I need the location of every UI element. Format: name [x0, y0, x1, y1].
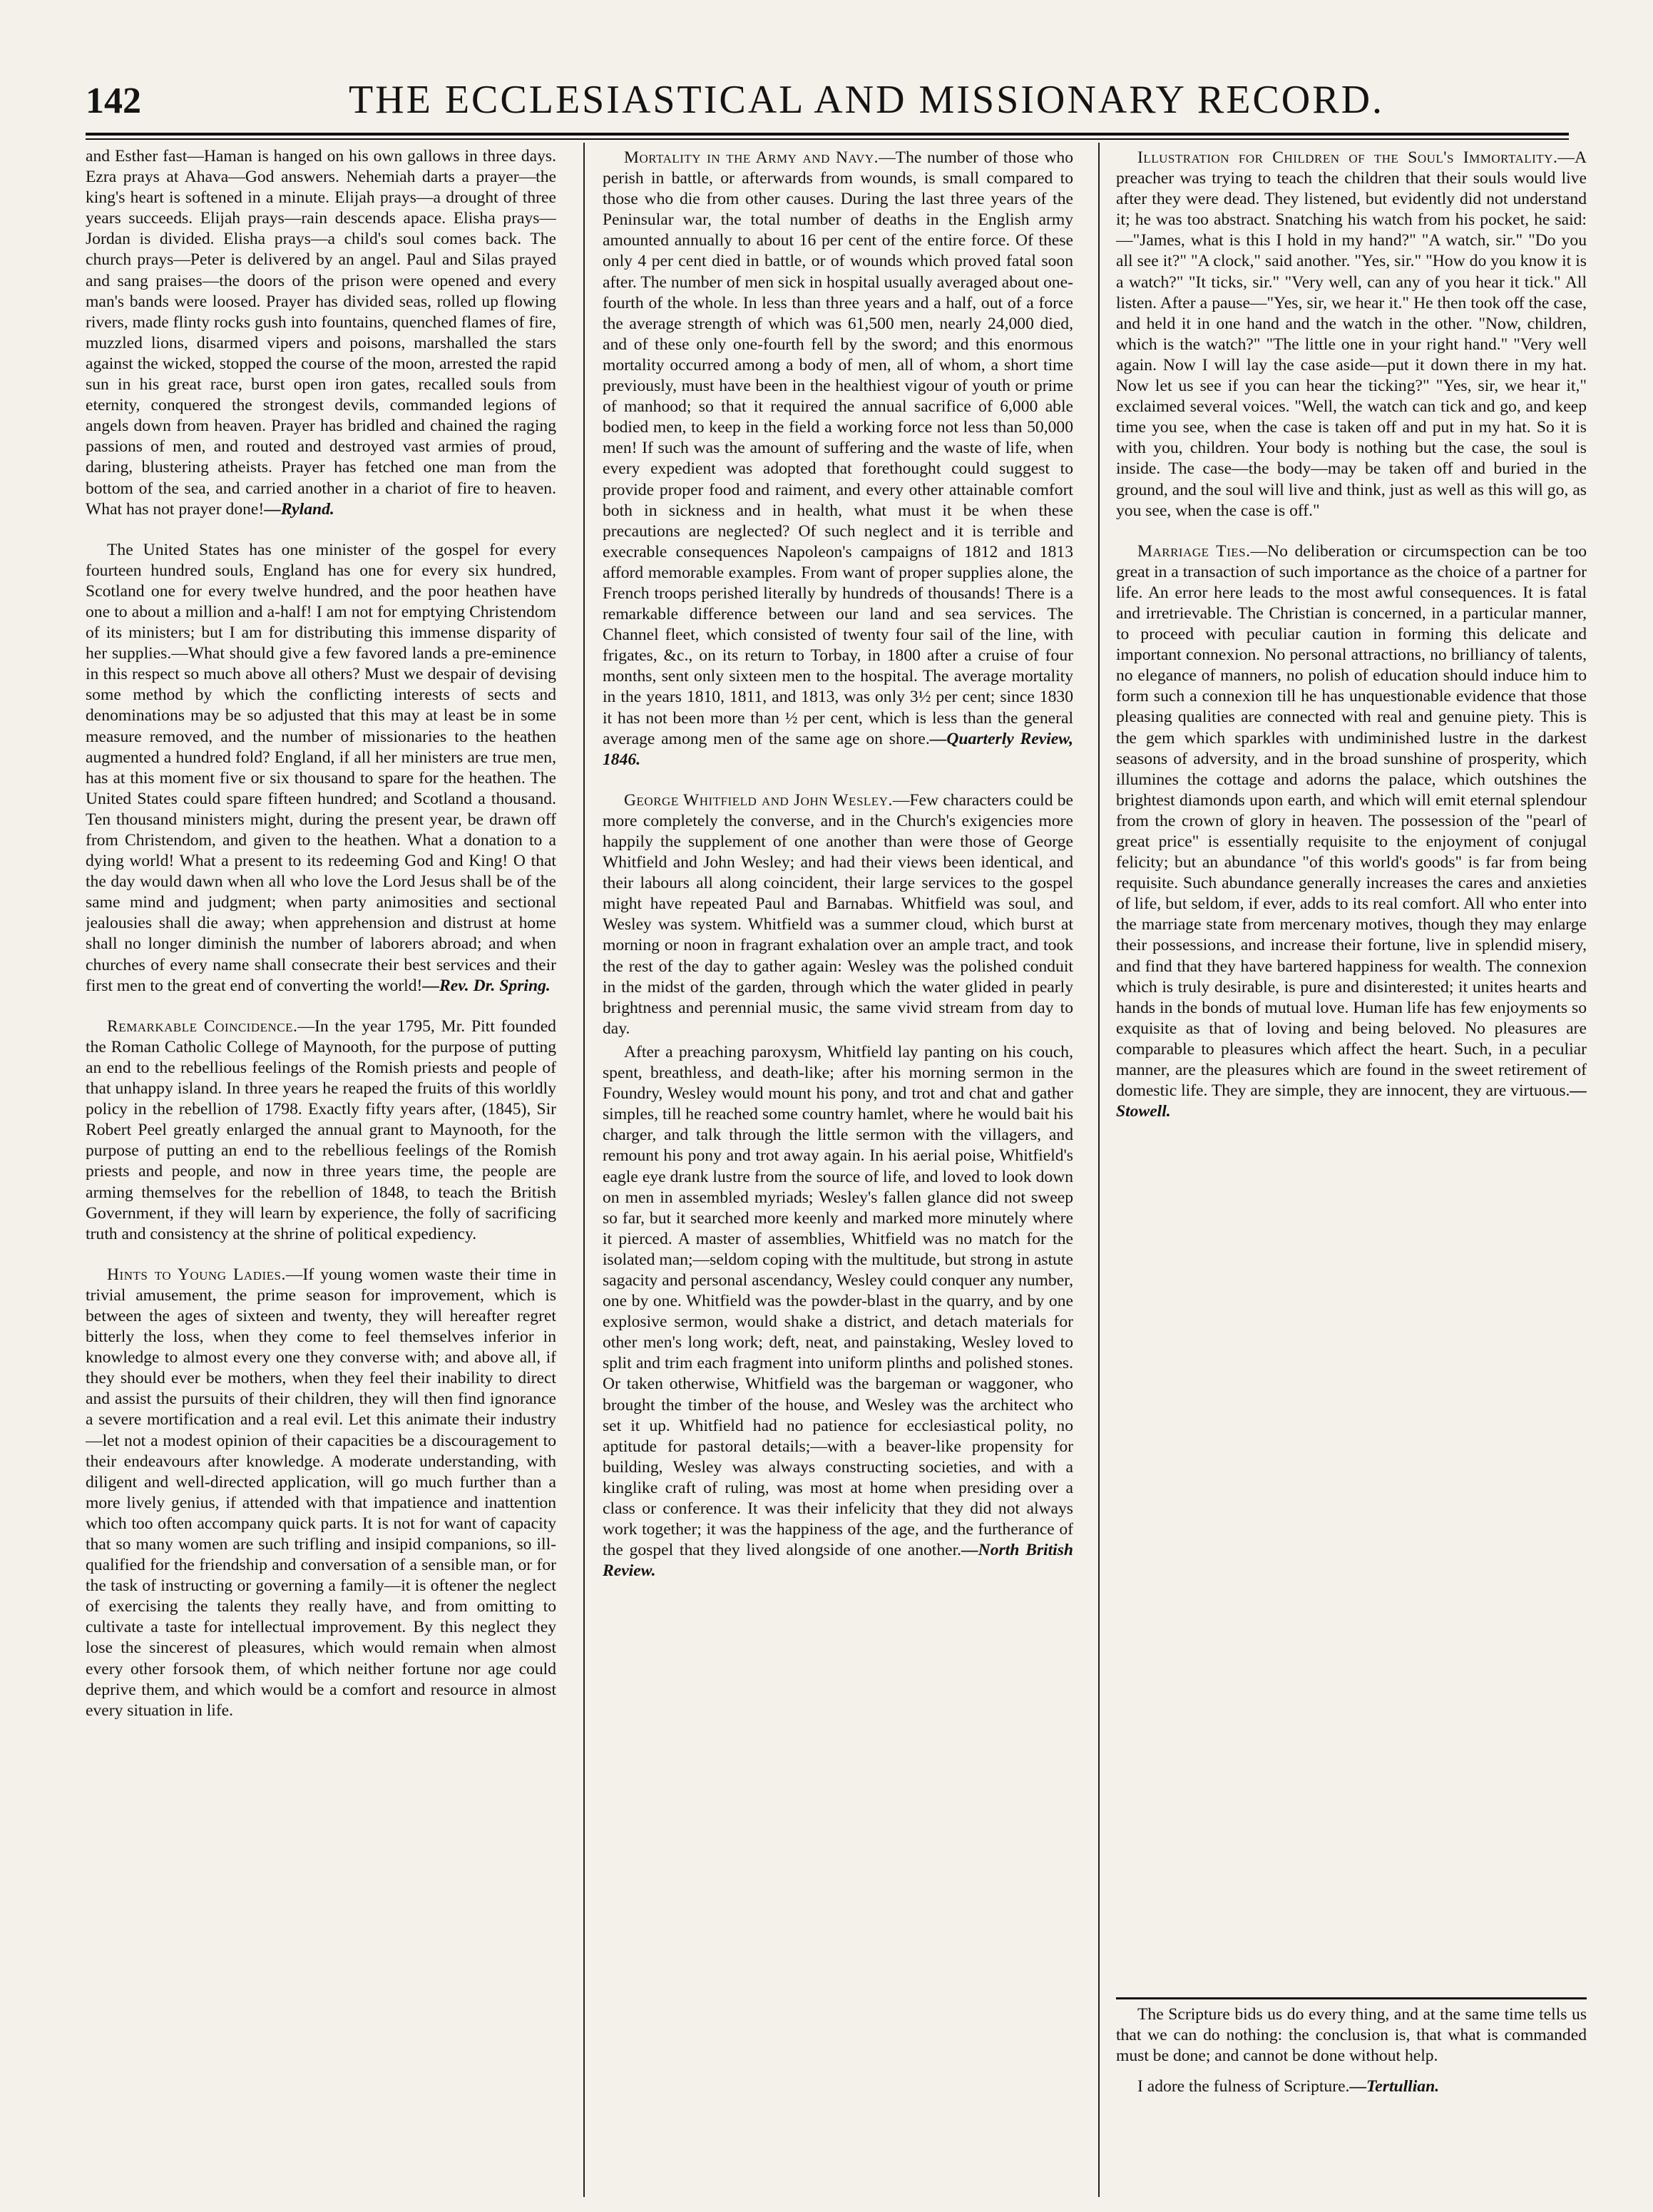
page-header [86, 77, 1569, 137]
scripture-box-rule [1116, 1997, 1587, 1999]
article-ministers [86, 540, 556, 997]
article-text: —Few characters could be more completely the converse, and in the Church's exigencies more happily the supplement of one another than were those of George Whitfield and John Wesley; and had their views been identical, and their labours all along coincident, their large services to the gospel might have repeated Paul and Barnabas. Whitfield was soul, and Wesley was system. Whitfield was a summer cloud, which burst at morning or noon in fragrant exhalation over an ample tract, and took the rest of the day to gather again: Wesley was the polished conduit in the midst of the garden, through which the water glided in pearly brightness and perennial music, the same vivid stream from day to day. [603, 790, 1073, 1038]
column-divider [1098, 143, 1100, 2197]
quote-text: I adore the fulness of Scripture. [1137, 2077, 1350, 2096]
article-heading: George Whitfield and John Wesley. [624, 790, 893, 810]
article-text: —No deliberation or circumspection can be too great in a transaction of such importance as the choice of a partner for life. An error here leads to the most awful consequences. It is fatal and irretrievable. The Christian is concerned, in a particular manner, to proceed with peculiar caution in forming this delicate and important connexion. No personal attractions, no brilliancy of talents, no elegance of manners, no polish of education should induce him to form such a connexion till he has unquestionable evidence that those pleasing qualities are connected with real and genuine piety. This is the gem which sparkles with undiminished lustre in the darkest seasons of adversity, and in the broad sunshine of prosperity, which illumines the cottage and adorns the palace, which outshines the brightest diamonds upon earth, and which will emit eternal splendour from the crown of glory in heaven. The possession of the "pearl of great price" is essentially requisite to the enjoyment of conjugal felicity; but an abundance "of this world's goods" is far from being requisite. Such abundance generally increases the cares and anxieties of life, but seldom, if ever, adds to its real comfort. All who enter into the marriage state from mercenary motives, though they may enlarge their possessions, and increase their fortune, live in splendid misery, and find that they have bartered happiness for wealth. The connexion which is truly desirable, is pure and disinterested; it unites hearts and hands in the bonds of mutual love. Human life has few enjoyments so exquisite as that of loving and being beloved. No pleasures are comparable to pleasures which affect the heart. Such, in a peculiar manner, are the pleasures which are found in the sweet retirement of domestic life. They are simple, they are innocent, they are virtuous. [1116, 541, 1587, 1101]
header-rule-thick [86, 133, 1569, 136]
article-text: —A preacher was trying to teach the children that their souls would live after they were dead. They listened, but evidently did not understand it; he was too abstract. Snatching his watch from his pocket, he said:—"James, what is this I hold in my hand?" "A watch, sir." "Do you all see it?" "A clock," said another. "Yes, sir." "How do you know it is a watch?" "It ticks, sir." "Very well, can any of you hear it tick." All listen. After a pause—"Yes, sir, we hear it." He then took off the case, and held it in one hand and the watch in the other. "Now, children, which is the watch?" "The little one in your right hand." "Very well again. Now I will lay the case aside—put it down there in my hat. Now let us see if you can hear the ticking?" "Yes, sir, we hear it," exclaimed several voices. "Well, the watch can tick and go, and keep time you see, when the case is taken off and put in my hat. So it is with you, children. Your body is nothing but the case, the soul is inside. The case—the body—may be taken off and buried in the ground, and the soul will live and think, just as well as this will go, as you see, when the case is off." [1116, 148, 1587, 520]
column-1 [86, 146, 556, 2186]
article-whitfield [603, 790, 1073, 1039]
article-text: —The number of those who perish in battle, or afterwards from wounds, is small compared to those who die from other causes. During the last three years of the Peninsular war, the total number of deaths in the English army amounted annually to about 16 per cent of the entire force. Of these only 4 per cent died in battle, or of wounds which proved fatal soon after. The number of men sick in hospital usually averaged about one-fourth of the whole. In less than three years and a half, out of a force the average strength of which was 61,500 men, nearly 24,000 died, and of these only one-fourth fell by the sword; and this enormous mortality occurred among a body of men, all of whom, a short time previously, must have been in the healthiest vigour of youth or prime of manhood; so that it required the annual sacrifice of 6,000 able bodied men, to keep in the field a working force not less than 50,000 men! If such was the amount of suffering and the waste of life, when every expedient was adopted that forethought could suggest to provide proper food and raiment, and every other attainable comfort both in sickness and in health, what must it be when these precautions are neglected? Of such neglect and it is terrible and execrable consequences Napoleon's campaigns of 1812 and 1813 afford memorable examples. From want of proper supplies alone, the French troops perished literally by hundreds of thousands! There is a remarkable difference between our land and sea services. The Channel fleet, which consisted of twenty four sail of the line, with frigates, &c., on its return to Torbay, in 1800 after a cruise of four months, sent only sixteen men to the hospital. The average mortality in the years 1810, 1811, and 1813, was only 3½ per cent; since 1830 it has not been more than ½ per cent, which is less than the general average among men of the same age on shore. [603, 148, 1073, 748]
article-text: The United States has one minister of the gospel for every fourteen hundred souls, England has one for every six hundred, Scotland one for every twelve hundred, and the poor heathen have one to about a million and a-half! I am not for emptying Christendom of its ministers; but I am for distributing this immense disparity of her supplies.—What should give a few favored lands a pre-eminence in this respect so much above all others? Must we despair of devising some method by which the conflicting interests of sects and denominations may be so adjusted that this may at least be in some measure removed, and the number of missionaries to the heathen augmented a hundred fold? England, if all her ministers are true men, has at this moment five or six thousand to spare for the heathen. The United States could spare fifteen hundred; and Scotland a thousand. Ten thousand ministers might, during the present year, be drawn off from Christendom, and given to the heathen. What a donation to a dying world! What a present to its redeeming God and King! O that the day would dawn when all who love the Lord Jesus shall be of the same mind and judgment; when party animosities and sectional jealousies shall die away; when apprehension and distrust at home shall no longer diminish the number of laborers abroad; and when churches of every name shall consecrate their best services and their first men to the great end of converting the world! [86, 540, 556, 995]
quote-author: —Tertullian. [1349, 2077, 1440, 2096]
article-text: —In the year 1795, Mr. Pitt founded the Roman Catholic College of Maynooth, for the purpose of putting an end to the rebellious feelings of the Romish priests and people of that unhappy island. In three years he reaped the fruits of this worldly policy in the rebellion of 1798. Exactly fifty years after, (1845), Sir Robert Peel greatly enlarged the annual grant to Maynooth, for the purpose of putting an end to the rebellious feelings of the Romish priests and people, and now in three years time, the people are arming themselves for the rebellion of 1848, to teach the British Government, if they will learn by experience, the folly of sacrificing truth and consistency at the shrine of political expediency. [86, 1016, 556, 1243]
article-prayer-end [86, 146, 556, 520]
article-author: —Stowell. [1116, 1081, 1587, 1121]
scripture-quote [1116, 2076, 1587, 2097]
article-heading: Remarkable Coincidence. [107, 1016, 298, 1036]
article-whitfield-continued [603, 1042, 1073, 1581]
article-author: —Rev. Dr. Spring. [422, 976, 551, 995]
article-mortality [603, 148, 1073, 770]
column-2 [603, 146, 1073, 2186]
article-author: —North British Review. [603, 1541, 1073, 1581]
article-illustration [1116, 148, 1587, 521]
article-author: —Quarterly Review, 1846. [603, 729, 1073, 769]
article-young-ladies [86, 1265, 556, 1721]
article-heading: Illustration for Children of the Soul's Immortality. [1137, 148, 1558, 167]
column-3 [1116, 146, 1587, 1994]
scripture-box [1116, 2004, 1587, 2168]
page-number: 142 [86, 81, 141, 121]
article-heading: Hints to Young Ladies. [107, 1265, 286, 1284]
page-title: THE ECCLESIASTICAL AND MISSIONARY RECORD. [348, 78, 1385, 122]
article-heading: Mortality in the Army and Navy. [624, 148, 879, 167]
article-heading: Marriage Ties. [1137, 541, 1251, 561]
article-text: and Esther fast—Haman is hanged on his own gallows in three days. Ezra prays at Ahava—God answers. Nehemiah darts a prayer—the king's heart is softened in a minute. Elijah prays—a drought of three years succeeds. Elijah prays—rain descends apace. Elisha prays—Jordan is divided. Elisha prays—a child's soul comes back. The church prays—Peter is delivered by an angel. Paul and Silas prayed and sang praises—the doors of the prison were opened and every man's bands were loosed. Prayer has divided seas, rolled up flowing rivers, made flinty rocks gush into fountains, quenched flames of fire, muzzled lions, disarmed vipers and poisons, marshalled the stars against the wicked, stopped the course of the moon, arrested the rapid sun in his great race, burst open iron gates, recalled souls from eternity, conquered the strongest devils, commanded legions of angels down from heaven. Prayer has bridled and chained the raging passions of men, and routed and destroyed vast armies of proud, daring, blustering atheists. Prayer has fetched one man from the bottom of the sea, and carried another in a chariot of fire to heaven. What has not prayer done! [86, 147, 556, 519]
article-marriage [1116, 541, 1587, 1123]
header-rule-thin [86, 138, 1569, 140]
scripture-text: The Scripture bids us do every thing, and at the same time tells us that we can do nothing: the conclusion is, that what is commanded must be done; and cannot be done without help. [1116, 2005, 1587, 2066]
column-divider [583, 143, 585, 2197]
article-author: —Ryland. [264, 499, 334, 519]
article-coincidence [86, 1016, 556, 1245]
article-text: After a preaching paroxysm, Whitfield lay panting on his couch, spent, breathless, and death-like; after his morning sermon in the Foundry, Wesley would mount his pony, and trot and chat and gather simples, till he reached some country hamlet, where he would bait his charger, and talk through the little sermon with the villagers, and remount his pony and trot away again. In his aerial poise, Whitfield's eagle eye drank lustre from the source of life, and loved to look down on men in assembled myriads; Wesley's fallen glance did not sweep so far, but it searched more keenly and marked more minutely where it pierced. A master of assemblies, Whitfield was no match for the isolated man;—seldom coping with the multitude, but strong in astute sagacity and personal ascendancy, Wesley could conquer any number, one by one. Whitfield was the powder-blast in the quarry, and by one explosive sermon, would shake a district, and detach materials for other men's long work; deft, neat, and painstaking, Wesley loved to split and trim each fragment into uniform plinths and polished stones. Or taken otherwise, Whitfield was the bargeman or waggoner, who brought the timber of the house, and Wesley was the architect who set it up. Whitfield had no patience for ecclesiastical polity, no aptitude for pastoral details;—with a beaver-like propensity for building, Wesley was always constructing societies, and with a kinglike craft of ruling, was most at home when presiding over a class or conference. It was their infelicity that they did not always work together; it was the happiness of the age, and the furtherance of the gospel that they lived alongside of one another. [603, 1042, 1073, 1560]
article-text: —If young women waste their time in trivial amusement, the prime season for improvement, which is between the ages of sixteen and twenty, they will hereafter regret bitterly the loss, when they come to feel themselves inferior in knowledge to almost every one they converse with; and above all, if they should ever be mothers, when they feel their inability to direct and assist the pursuits of their children, they will then find ignorance a severe mortification and a real evil. Let this animate their industry—let not a modest opinion of their capacities be a discouragement to their endeavours after knowledge. A moderate understanding, with diligent and well-directed application, will go much further than a more lively genius, if attended with that impatience and inattention which too often accompany quick parts. It is not for want of capacity that so many women are such trifling and insipid companions, so ill-qualified for the friendship and conversation of a sensible man, or for the task of instructing or governing a family—it is oftener the neglect of exercising the talents they really have, and from omitting to cultivate a taste for intellectual improvement. By this neglect they lose the sincerest of pleasures, which would remain when almost every other forsook them, of which neither fortune nor age could deprive them, and which would be a comfort and resource in almost every situation in life. [86, 1265, 556, 1720]
